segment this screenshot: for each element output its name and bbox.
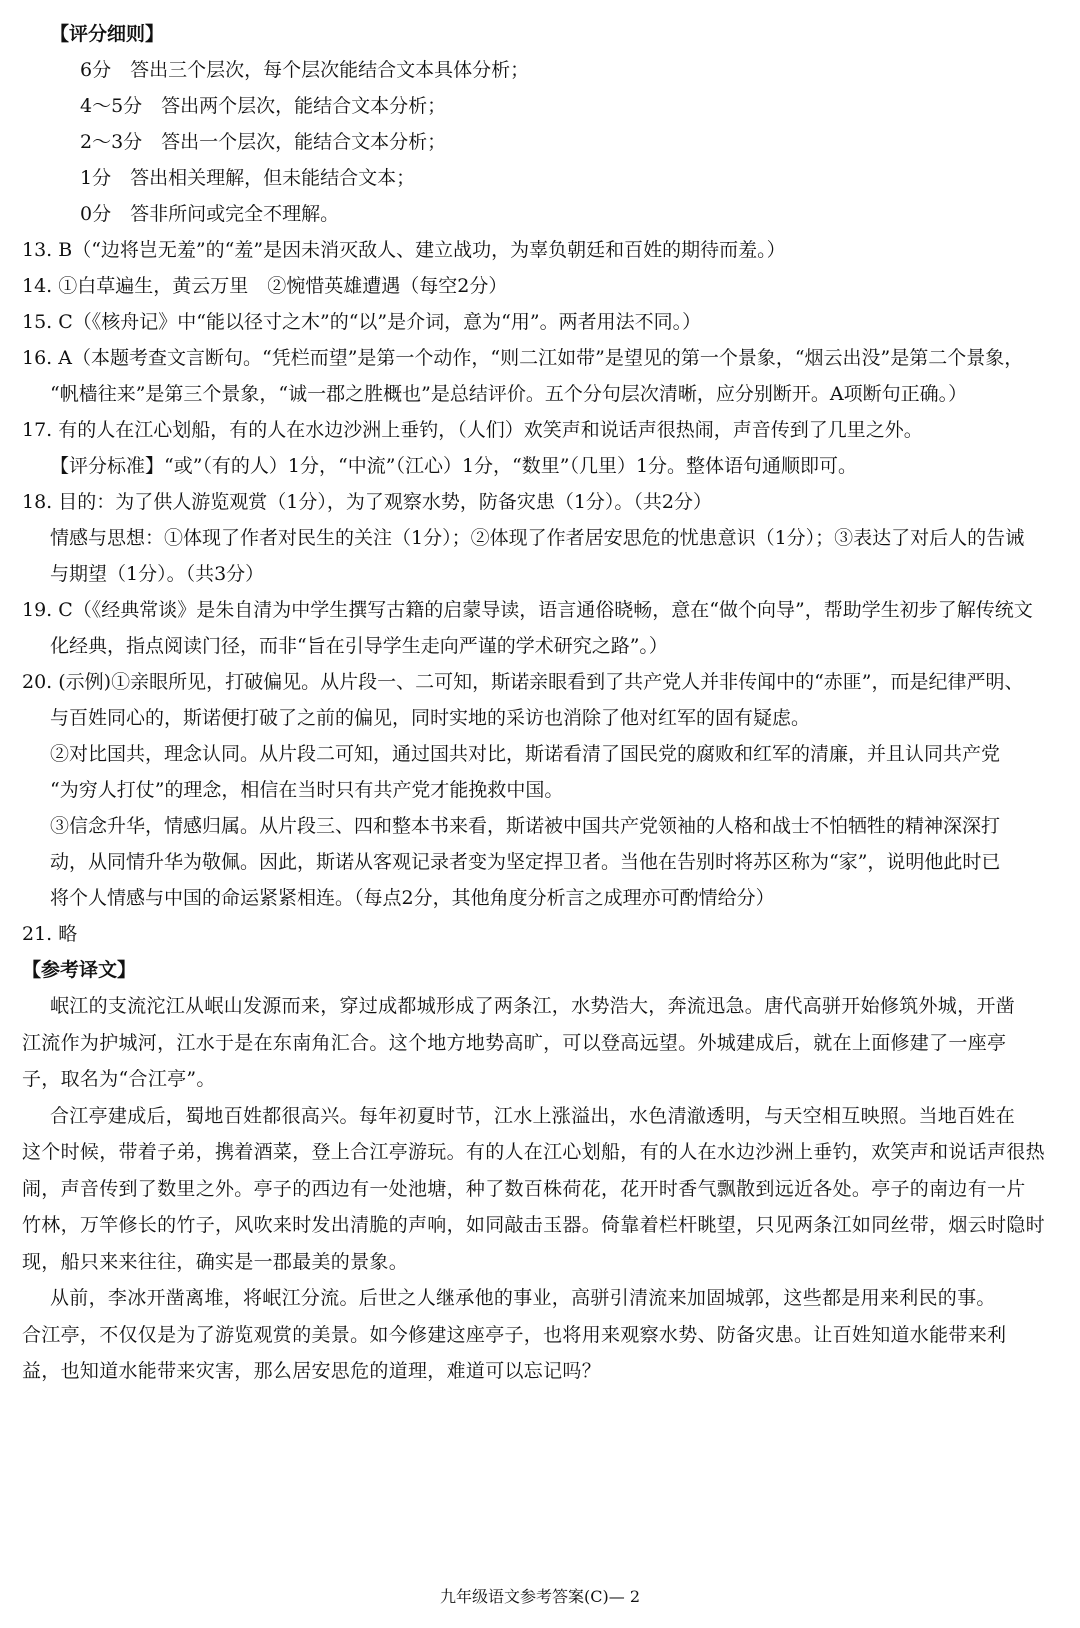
- translation-line: 从前，李冰开凿离堆，将岷江分流。后世之人继承他的事业，高骈引清流来加固城郭，这些都是用来利民的事。: [50, 1287, 996, 1309]
- translation-line: 益，也知道水能带来灾害，那么居安思危的道理，难道可以忘记吗？: [22, 1360, 602, 1382]
- page-footer: 九年级语文参考答案(C)— 2: [440, 1587, 640, 1606]
- rubric-item: 4～5分 答出两个层次，能结合文本分析；: [80, 95, 447, 117]
- translation-line: 合江亭建成后，蜀地百姓都很高兴。每年初夏时节，江水上涨溢出，水色清澈透明，与天空相互映照。当地百姓在: [50, 1104, 1016, 1127]
- rubric-item: 6分 答出三个层次，每个层次能结合文本具体分析；: [80, 59, 530, 81]
- translation-line: 竹林，万竿修长的竹子，风吹来时发出清脆的声响，如同敲击玉器。倚靠着栏杆眺望，只见两条江如同丝带，烟云时隐时: [22, 1214, 1045, 1236]
- translation-line: 闹，声音传到了数里之外。亭子的西边有一处池塘，种了数百株荷花，花开时香气飘散到远近各处。亭子的南边有一片: [22, 1177, 1026, 1200]
- translation-line: 这个时候，带着子弟，携着酒菜，登上合江亭游玩。有的人在江心划船，有的人在水边沙洲上垂钓，欢笑声和说话声很热: [22, 1141, 1045, 1163]
- answer-13: 13. B（“边将岂无羞”的“羞”是因未消灭敌人、建立战功，为辜负朝廷和百姓的期待而羞。）: [22, 239, 786, 261]
- answer-20-line: 20. (示例)①亲眼所见，打破偏见。从片段一、二可知，斯诺亲眼看到了共产党人并非传闻中的“赤匪”，而是纪律严明、: [22, 671, 1024, 693]
- answer-20-line: 将个人情感与中国的命运紧紧相连。（每点2分，其他角度分析言之成理亦可酌情给分）: [50, 887, 775, 909]
- answer-20-line: 动，从同情升华为敬佩。因此，斯诺从客观记录者变为坚定捍卫者。当他在告别时将苏区称为“家”，说明他此时已: [50, 851, 1001, 873]
- answer-16-line: 16. A（本题考查文言断句。“凭栏而望”是第一个动作，“则二江如带”是望见的第一个景象，“烟云出没”是第二个景象，: [22, 347, 1024, 369]
- answer-17-rubric: 【评分标准】“或”（有的人）1分，“中流”（江心）1分，“数里”（几里）1分。整体语句通顺即可。: [50, 455, 858, 477]
- translation-line: 子，取名为“合江亭”。: [22, 1068, 216, 1090]
- answer-20-line: ②对比国共，理念认同。从片段二可知，通过国共对比，斯诺看清了国民党的腐败和红军的清廉，并且认同共产党: [50, 743, 1001, 765]
- rubric-item: 2～3分 答出一个层次，能结合文本分析；: [80, 131, 447, 153]
- answer-14: 14. ①白草遍生，黄云万里 ②惋惜英雄遭遇（每空2分）: [22, 275, 508, 297]
- answer-18-line: 18. 目的：为了供人游览观赏（1分），为了观察水势，防备灾患（1分）。（共2分）: [22, 491, 713, 513]
- answer-20-line: ③信念升华，情感归属。从片段三、四和整本书来看，斯诺被中国共产党领袖的人格和战士不怕牺牲的精神深深打: [50, 815, 1001, 837]
- answer-17: 17. 有的人在江心划船，有的人在水边沙洲上垂钓，（人们）欢笑声和说话声很热闹，声音传到了几里之外。: [22, 419, 923, 441]
- translation-line: 江流作为护城河，江水于是在东南角汇合。这个地方地势高旷，可以登高远望。外城建成后，就在上面修建了一座亭: [22, 1031, 1007, 1054]
- answer-21: 21. 略: [22, 923, 78, 945]
- answer-19-line: 化经典，指点阅读门径，而非“旨在引导学生走向严谨的学术研究之路”。）: [50, 635, 668, 657]
- translation-header: 【参考译文】: [22, 959, 137, 981]
- rubric-item: 1分 答出相关理解，但未能结合文本；: [80, 167, 416, 189]
- rubric-item: 0分 答非所问或完全不理解。: [80, 203, 340, 225]
- translation-line: 现，船只来来往往，确实是一郡最美的景象。: [22, 1250, 409, 1273]
- translation-line: 合江亭，不仅仅是为了游览观赏的美景。如今修建这座亭子，也将用来观察水势、防备灾患。让百姓知道水能带来利: [22, 1323, 1007, 1346]
- answer-20-line: 与百姓同心的，斯诺便打破了之前的偏见，同时实地的采访也消除了他对红军的固有疑虑。: [50, 707, 811, 729]
- answer-15: 15. C（《核舟记》中“能以径寸之木”的“以”是介词，意为“用”。两者用法不同。）: [22, 311, 702, 333]
- answer-page: [22, 16, 1062, 1390]
- translation-line: 岷江的支流沱江从岷山发源而来，穿过成都城形成了两条江，水势浩大，奔流迅急。唐代高骈开始修筑外城，开凿: [50, 995, 1016, 1017]
- answer-20-line: “为穷人打仗”的理念，相信在当时只有共产党才能挽救中国。: [50, 779, 564, 801]
- answer-19-line: 19. C（《经典常谈》是朱自清为中学生撰写古籍的启蒙导读，语言通俗晓畅，意在“做个向导”，帮助学生初步了解传统文: [22, 599, 1033, 621]
- answer-18-line: 情感与思想：①体现了作者对民生的关注（1分）；②体现了作者居安思危的忧患意识（1分）；③表达了对后人的告诫: [50, 527, 1025, 549]
- rubric-header: 【评分细则】: [50, 23, 165, 45]
- answer-16-line: “帆樯往来”是第三个景象，“诚一郡之胜概也”是总结评价。五个分句层次清晰，应分别断开。A项断句正确。）: [50, 383, 968, 405]
- answer-18-line: 与期望（1分）。（共3分）: [50, 563, 265, 585]
